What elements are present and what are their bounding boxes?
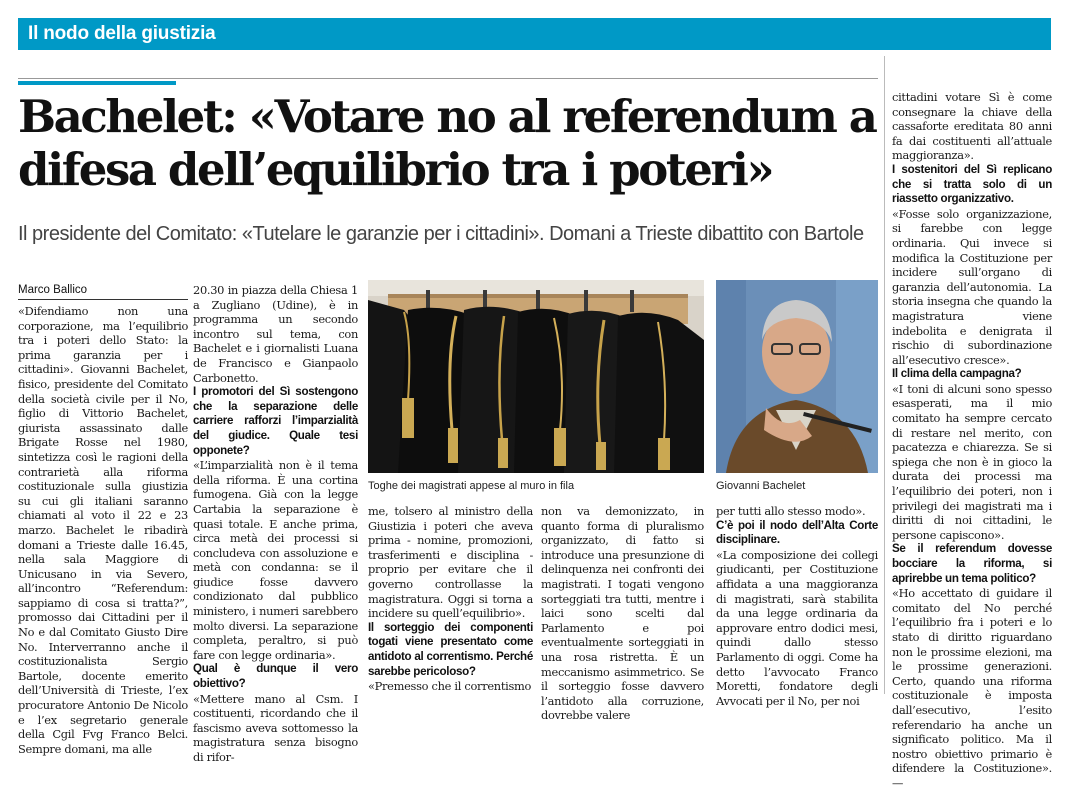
interview-question: Qual è dunque il vero obiettivo?	[193, 662, 358, 691]
article-column-6	[892, 90, 1052, 790]
paragraph: «L’imparzialità non è il tema della riforma. È una cortina fumogena. Già con la legge Cartabia la separazione è quasi totale. E anche prima, circa metà dei processi si concludeva con assoluzione e metà con condanna: se il giudice fosse davvero condizionato dal pubblico ministero, i numeri sarebbero molto diversi. La separazione completa, peraltro, si può fare con legge ordinaria».	[193, 458, 358, 662]
paragraph: «Difendiamo non una corporazione, ma l’equilibrio tra i poteri dello Stato: la prima garanzia per i cittadini». Giovanni Bachelet, fisico, presidente del Comitato della società civile per il No, figlio di Vittorio Bachelet, giurista assassinato dalle Brigate Rosse nel 1980, sintetizza così le ragioni della contrarietà alla riforma costituzionale sulla giustizia su cui gli italiani saranno chiamati al voto il 22 e 23 marzo. Bachelet le ribadirà domani a Trieste dalle 16.45, nella sala Maggiore di Unicusano in via Severo, all’incontro “Referendum: sappiamo di cosa si tratta?”, promosso dai Cittadini per il No e dal Comitato Giusto Dire No. Interverranno anche il costituzionalista Sergio Bartole, docente emerito dell’Università di Trieste, l’ex procuratore Antonio De Nicolo e l’ex segretario generale della Cgil Fvg Franco Belci. Sempre domani, ma alle	[18, 304, 188, 756]
paragraph: «Premesso che il correntismo	[368, 679, 532, 694]
portrait-illustration	[716, 280, 878, 473]
headline: Bachelet: «Votare no al referendum a difesa dell’equilibrio tra i poteri»	[18, 90, 876, 196]
interview-question: I sostenitori del Sì replicano che si tratta solo di un riassetto organizzativo.	[892, 162, 1052, 206]
interview-question: Il sorteggio dei componenti togati viene presentato come antidoto al correntismo. Perché sarebbe pericoloso?	[368, 620, 533, 678]
robes-photo-caption: Toghe dei magistrati appese al muro in fila	[368, 480, 575, 492]
portrait-photo-caption: Giovanni Bachelet	[716, 480, 806, 492]
robes-photo	[368, 280, 704, 473]
interview-question: Se il referendum dovesse bocciare la riforma, si aprirebbe un tema politico?	[892, 542, 1052, 585]
paragraph: «Mettere mano al Csm. I costituenti, ricordando che il fascismo aveva sottomesso la magistratura senza bisogno di rifor-	[193, 691, 358, 764]
article-column-1	[18, 304, 188, 756]
article-column-2	[193, 283, 358, 764]
paragraph: per tutti allo stesso modo».	[716, 504, 866, 518]
column-divider	[884, 56, 885, 694]
paragraph: 20.30 in piazza della Chiesa 1 a Zugliano (Udine), è in programma un secondo incontro sul tema, con Bachelet e i giornalisti Luana de Francisco e Gianpaolo Carbonetto.	[193, 283, 358, 385]
top-rule	[18, 78, 878, 79]
paragraph: «I toni di alcuni sono spesso esasperati, ma il mio comitato ha sempre cercato di restare nel merito, con pacatezza e chiarezza. Se si spiega che non è in gioco la durata dei processi ma l’equilibrio dei poteri, non i privilegi dei magistrati ma i diritti di noi cittadini, le persone capiscono».	[892, 381, 1052, 542]
author-byline: Marco Ballico	[18, 283, 188, 300]
article-column-3	[368, 504, 533, 694]
paragraph: non va demonizzato, in quanto forma di pluralismo organizzato, di fatto si introduce una presunzione di delinquenza nei confronti dei magistrati. I togati vengono sorteggiati tra tutti, mentre i laici sono scelti dal Parlamento e poi eventualmente sorteggiati in una rosa ristretta. È un meccanismo asimmetrico. Se il sorteggio fosse davvero l’antidoto alla corruzione, dovrebbe valere	[541, 504, 704, 723]
interview-question: C’è poi il nodo dell’Alta Corte disciplinare.	[716, 518, 878, 547]
accent-bar	[18, 81, 176, 85]
portrait-photo	[716, 280, 878, 473]
interview-question: I promotori del Sì sostengono che la separazione delle carriere rafforzi l’imparzialità del giudice. Quale tesi opponete?	[193, 385, 358, 457]
section-banner: Il nodo della giustizia	[18, 18, 1051, 50]
article-column-4	[541, 504, 704, 723]
paragraph: cittadini votare Sì è come consegnare la chiave della cassaforte ereditata 80 anni fa dai costituenti all’attuale maggioranza».	[892, 90, 1052, 163]
paragraph: «Fosse solo organizzazione, si farebbe con legge ordinaria. Qui invece si modifica la Costituzione per incidere sull’organo di garanzia dell’autonomia. La storia insegna che quando la magistratura viene indebolita e denigrata il rischio di subordinazione all’esecutivo cresce».	[892, 206, 1052, 367]
paragraph: me, tolsero al ministro della Giustizia i poteri che aveva prima - nomine, promozioni, trasferimenti e disciplina - proprio per evitare che il governo controllasse la magistratura. Oggi si torna a incidere su quell’equilibrio».	[368, 504, 533, 621]
article-column-5	[716, 504, 878, 708]
paragraph: «La composizione dei collegi giudicanti, per Costituzione affidata a una maggioranza di magistrati, sarà stabilita da una legge ordinaria da approvare entro dodici mesi, quindi dallo stesso Parlamento di oggi. Come ha detto l’avvocato Franco Moretti, fondatore degli Avvocati per il No, per noi	[716, 547, 878, 708]
subtitle: Il presidente del Comitato: «Tutelare le garanzie per i cittadini». Domani a Trieste dibattito con Bartole	[18, 223, 864, 245]
robes-illustration	[368, 280, 704, 473]
paragraph: «Ho accettato di guidare il comitato del No perché l’equilibrio fra i poteri e lo stato di diritto riguardano non le prossime elezioni, ma le prossime generazioni. Certo, quando una riforma costituzionale è imposta dall’esecutivo, l’esito referendario ha anche un significato politico. Ma il nostro obiettivo primario è difendere la Costituzione». —	[892, 586, 1052, 790]
interview-question: Il clima della campagna?	[892, 367, 1022, 381]
